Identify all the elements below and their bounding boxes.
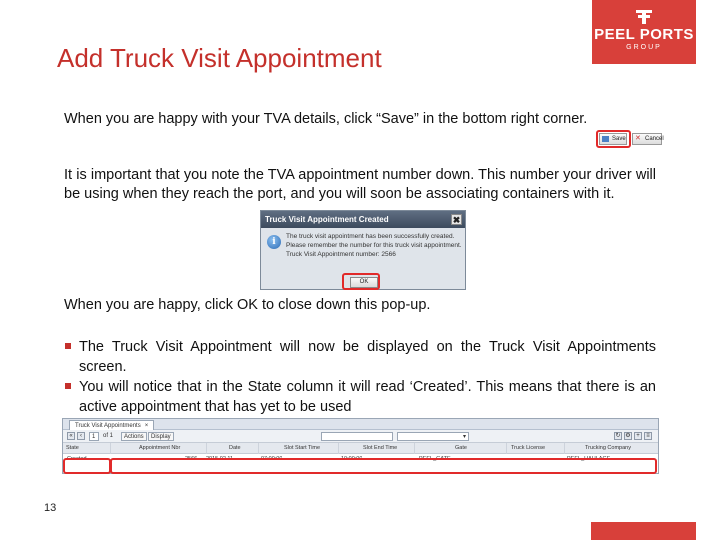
chevron-down-icon: ▾ <box>462 434 466 440</box>
bullet-list <box>64 337 656 417</box>
tab-truck-visit-appointments[interactable]: Truck Visit Appointments × <box>69 420 154 430</box>
cell-gate: PEEL_GATE <box>419 456 451 462</box>
column-header[interactable]: Truck License <box>507 443 565 454</box>
logo-mark-icon <box>636 10 652 24</box>
row-highlight <box>110 458 657 474</box>
column-header[interactable]: Gate <box>415 443 507 454</box>
column-header[interactable]: Trucking Company <box>585 445 631 451</box>
info-icon: i <box>267 235 281 249</box>
close-icon[interactable]: ✖ <box>452 215 461 225</box>
page-input[interactable]: 1 <box>89 432 99 441</box>
save-button[interactable]: Save <box>599 133 627 145</box>
instruction-close-popup: When you are happy, click OK to close down this pop-up. <box>64 297 431 313</box>
bullet-icon <box>65 343 71 349</box>
filter-select-2[interactable] <box>397 432 469 441</box>
page-count: of 1 <box>103 433 114 439</box>
instruction-note-number: It is important that you note the TVA appointment number down. This number your driver will be using when they reach the port, and you will soon be associating containers with it. <box>64 167 656 202</box>
first-page-icon[interactable]: « <box>67 432 75 440</box>
prev-page-icon[interactable]: ‹ <box>77 432 85 440</box>
column-header[interactable]: Slot Start Time <box>259 443 339 454</box>
list-item: The Truck Visit Appointment will now be displayed on the Truck Visit Appointments screen. <box>64 337 656 377</box>
filter-select-1[interactable] <box>321 432 393 441</box>
state-highlight <box>63 458 111 474</box>
list-item: You will notice that in the State column it will read ‘Created’. This means that there is an active appointment that has yet to be used <box>64 377 656 417</box>
menu-icon[interactable]: ≡ <box>644 432 652 440</box>
cell-trucking-company: PEEL_HAULAGE <box>567 456 611 462</box>
save-highlight <box>596 130 631 148</box>
tab-close-icon[interactable]: × <box>144 423 149 429</box>
ok-button[interactable]: OK <box>350 277 378 288</box>
column-header[interactable]: Slot End Time <box>339 443 415 454</box>
column-header[interactable]: State <box>63 443 111 454</box>
cell-state: Created <box>67 456 87 462</box>
column-header[interactable]: Date <box>207 443 259 454</box>
logo-brand: PEEL PORTS <box>594 26 694 43</box>
dialog-message: The truck visit appointment has been successfully created. Please remember the number for this truck visit appointment. Truck Visit Appointment number: 2566 <box>286 233 462 258</box>
cell-slot-start: 07:00:00 <box>261 456 283 462</box>
footer-accent-bar <box>591 522 696 540</box>
cancel-icon: ✕ <box>635 135 641 142</box>
grid-tabbar <box>63 419 658 430</box>
cell-date: 2015 02 11 <box>206 456 234 462</box>
grid-toolbar <box>63 430 658 443</box>
column-header[interactable]: Appointment Nbr <box>111 443 207 454</box>
refresh-icon[interactable]: ↻ <box>615 433 621 439</box>
bullet-icon <box>65 383 71 389</box>
cancel-button[interactable]: ✕ Cancel <box>632 133 662 145</box>
page-number: 13 <box>44 502 57 514</box>
grid-header <box>63 443 658 454</box>
logo-sub: GROUP <box>626 44 662 51</box>
ok-highlight <box>342 273 380 290</box>
actions-button[interactable]: Actions <box>121 432 147 441</box>
add-icon[interactable]: + <box>634 432 642 440</box>
dialog-title: Truck Visit Appointment Created <box>265 215 389 224</box>
display-button[interactable]: Display <box>148 432 174 441</box>
peel-ports-logo <box>592 0 696 64</box>
instruction-save: When you are happy with your TVA details, click “Save” in the bottom right corner. <box>64 111 588 127</box>
cell-slot-end: 10:00:00 <box>341 456 363 462</box>
page-title: Add Truck Visit Appointment <box>57 43 382 73</box>
dialog-titlebar <box>261 211 465 228</box>
settings-icon[interactable]: ⚙ <box>625 433 631 439</box>
cell-appointment-nbr: 2566 <box>185 456 198 462</box>
